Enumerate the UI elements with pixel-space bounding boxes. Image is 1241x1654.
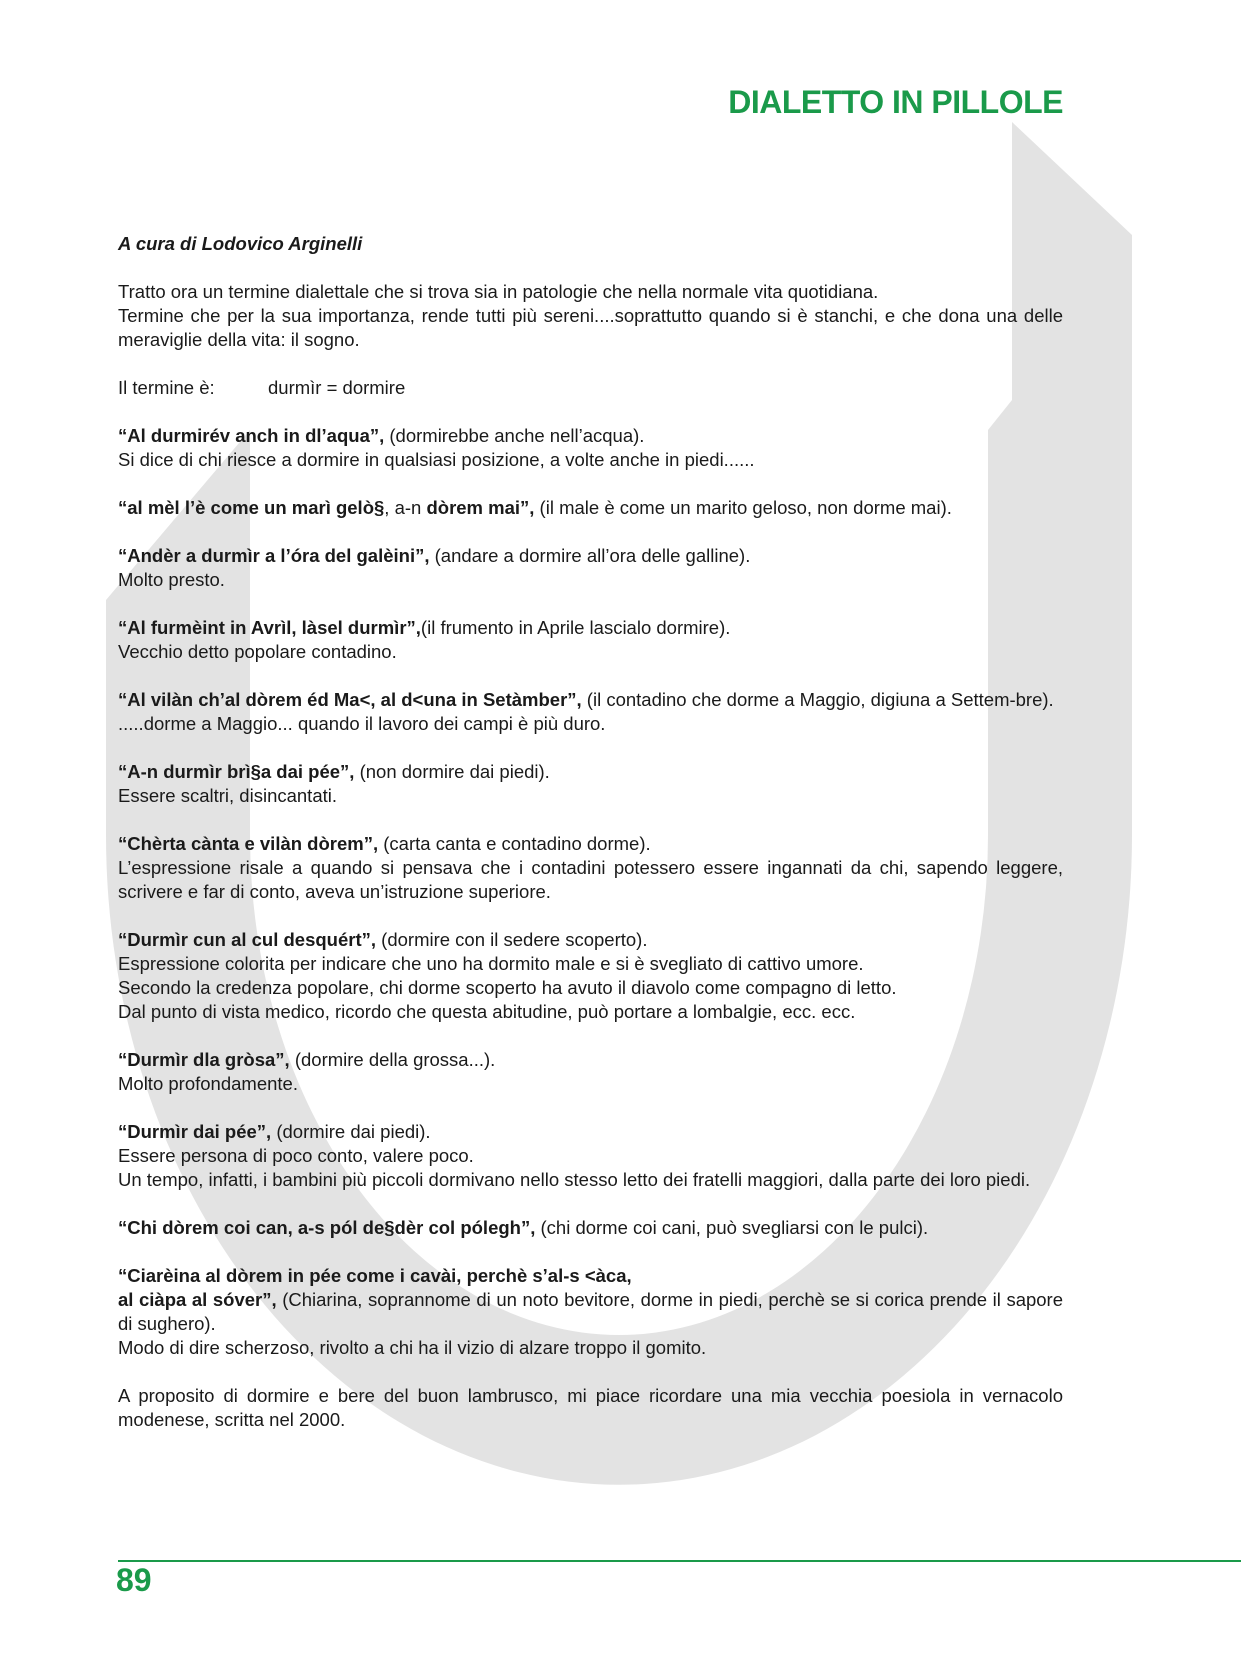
footer-divider (118, 1560, 1241, 1562)
saying-entry (118, 496, 1063, 520)
saying-translation: (dormirebbe anche nell’acqua). (384, 425, 645, 446)
saying-entry (118, 616, 1063, 664)
saying-note: Dal punto di vista medico, ricordo che questa abitudine, può portare a lombalgie, ecc. ecc. (118, 1001, 856, 1022)
saying-phrase: “Chèrta cànta e vilàn dòrem”, (118, 833, 379, 854)
term-value: durmìr = dormire (268, 377, 406, 398)
author-credit: A cura di Lodovico Arginelli (118, 233, 363, 254)
saying-phrase: “Durmìr dai pée”, (118, 1121, 272, 1142)
saying-phrase: “Ciarèina al dòrem in pée come i cavài, perchè s’al-s <àca, (118, 1265, 632, 1286)
saying-entry (118, 424, 1063, 472)
page-number: 89 (116, 1562, 152, 1598)
saying-note: Un tempo, infatti, i bambini più piccoli dormivano nello stesso letto dei fratelli maggiori, dalla parte dei loro piedi. (118, 1169, 1031, 1190)
page-title: DIALETTO IN PILLOLE (728, 84, 1063, 120)
article-body (118, 232, 1063, 1456)
saying-phrase: dòrem mai”, (426, 497, 535, 518)
saying-entry (118, 832, 1063, 904)
saying-phrase: “Al vilàn ch’al dòrem éd Ma<, al d<una in Setàmber”, (118, 689, 582, 710)
saying-entry (118, 1120, 1063, 1192)
saying-phrase: “Andèr a durmìr a l’óra del galèini”, (118, 545, 430, 566)
saying-entry (118, 760, 1063, 808)
saying-entry (118, 1216, 1063, 1240)
saying-phrase: “Chi dòrem coi can, a-s pól de§dèr col pólegh”, (118, 1217, 536, 1238)
saying-note: Si dice di chi riesce a dormire in qualsiasi posizione, a volte anche in piedi...... (118, 449, 755, 470)
saying-translation: (non dormire dai piedi). (354, 761, 550, 782)
saying-phrase: “Al durmirév anch in dl’aqua”, (118, 425, 385, 446)
saying-phrase: “Durmìr cun al cul desquért”, (118, 929, 377, 950)
saying-phrase: “al mèl l’è come un marì gelò§ (118, 497, 385, 518)
saying-translation: (il male è come un marito geloso, non dorme mai). (534, 497, 952, 518)
saying-translation: (il contadino che dorme a Maggio, digiuna a Settem-bre). (581, 689, 1054, 710)
saying-phrase: “Al furmèint in Avrìl, làsel durmìr”, (118, 617, 421, 638)
intro-line: Termine che per la sua importanza, rende tutti più sereni....soprattutto quando si è stanchi, e che dona una delle meraviglie della vita: il sogno. (118, 305, 1063, 350)
term-definition (118, 376, 1063, 400)
saying-note: Molto profondamente. (118, 1073, 298, 1094)
saying-note: Espressione colorita per indicare che uno ha dormito male e si è svegliato di cattivo umore. (118, 953, 864, 974)
saying-note: Vecchio detto popolare contadino. (118, 641, 397, 662)
saying-phrase: “A-n durmìr brì§a dai pée”, (118, 761, 355, 782)
saying-translation: (chi dorme coi cani, può svegliarsi con le pulci). (535, 1217, 929, 1238)
saying-entry (118, 1264, 1063, 1360)
saying-note: .....dorme a Maggio... quando il lavoro dei campi è più duro. (118, 713, 606, 734)
saying-entry (118, 544, 1063, 592)
saying-note: Essere scaltri, disincantati. (118, 785, 338, 806)
saying-phrase: “Durmìr dla gròsa”, (118, 1049, 290, 1070)
saying-entry (118, 928, 1063, 1024)
saying-list (118, 424, 1063, 1240)
closing-paragraph: A proposito di dormire e bere del buon lambrusco, mi piace ricordare una mia vecchia poesiola in vernacolo modenese, scritta nel 2000. (118, 1385, 1063, 1430)
intro-paragraph (118, 280, 1063, 352)
saying-translation: (Chiarina, soprannome di un noto bevitore, dorme in piedi, perchè se si corica prende il sapore di sughero). (118, 1289, 1064, 1334)
intro-line: Tratto ora un termine dialettale che si trova sia in patologie che nella normale vita quotidiana. (118, 281, 879, 302)
saying-note: Molto presto. (118, 569, 225, 590)
saying-translation: (dormire con il sedere scoperto). (376, 929, 648, 950)
saying-phrase: al ciàpa al sóver”, (118, 1289, 277, 1310)
saying-entry (118, 1048, 1063, 1096)
term-label: Il termine è: (118, 377, 215, 398)
saying-translation: (il frumento in Aprile lascialo dormire). (420, 617, 731, 638)
saying-translation: (carta canta e contadino dorme). (378, 833, 651, 854)
saying-note: L’espressione risale a quando si pensava che i contadini potessero essere ingannati da chi, sapendo leggere, scrivere e far di conto, aveva un’istruzione superiore. (118, 857, 1063, 902)
saying-note: Modo di dire scherzoso, rivolto a chi ha il vizio di alzare troppo il gomito. (118, 1337, 707, 1358)
saying-translation: (dormire dai piedi). (271, 1121, 431, 1142)
saying-entry (118, 688, 1063, 736)
saying-note: Essere persona di poco conto, valere poco. (118, 1145, 474, 1166)
saying-note: Secondo la credenza popolare, chi dorme scoperto ha avuto il diavolo come compagno di letto. (118, 977, 897, 998)
saying-translation: (andare a dormire all’ora delle galline). (429, 545, 751, 566)
saying-connector: , a-n (384, 497, 427, 518)
saying-translation: (dormire della grossa...). (289, 1049, 496, 1070)
